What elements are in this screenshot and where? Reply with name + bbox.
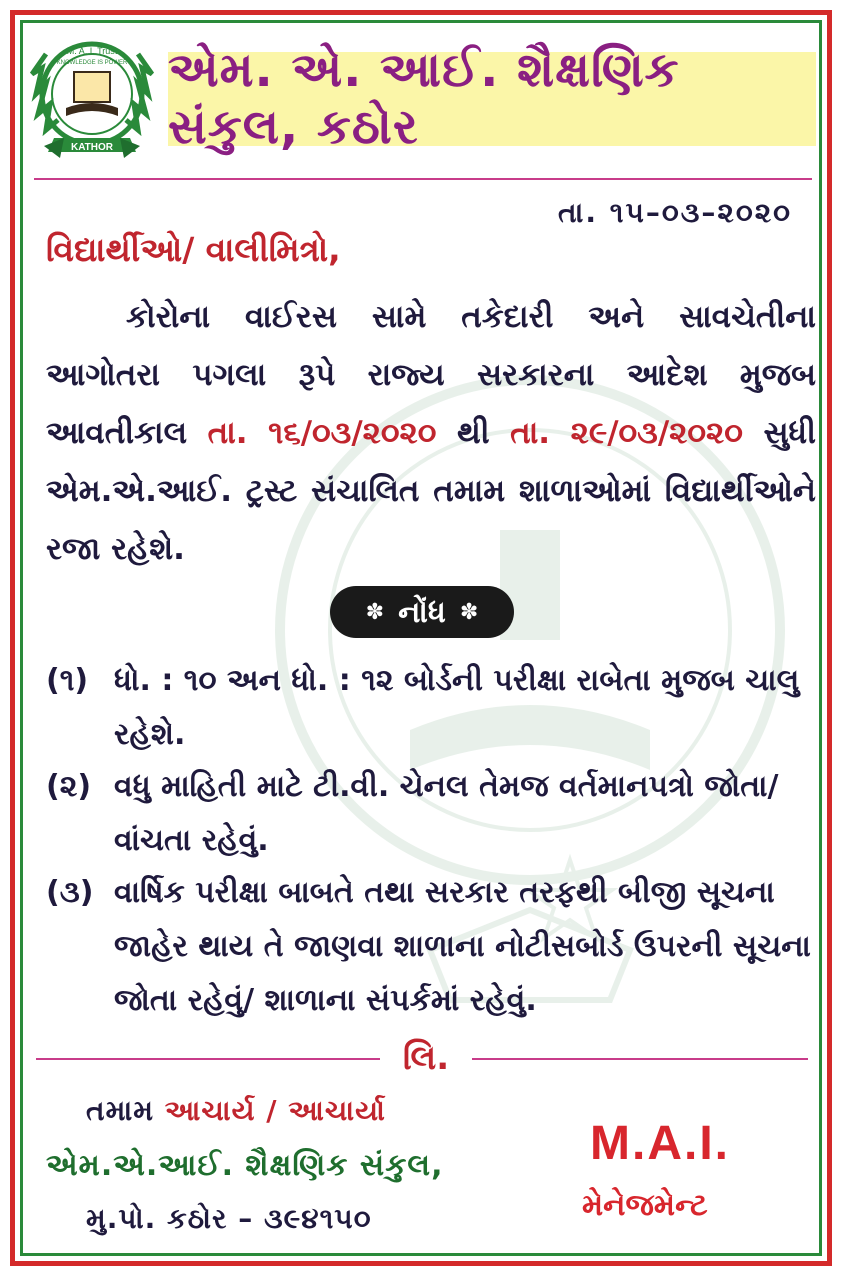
note-text: ધો. : ૧૦ અન ધો. : ૧૨ બોર્ડની પરીક્ષા રાબેતા મુજબ ચાલુ રહેશે. [114, 663, 800, 752]
signatory-institution: એમ.એ.આઈ. શૈક્ષણિક સંકુલ, [46, 1148, 444, 1183]
header-divider [34, 178, 812, 180]
notice-body [46, 288, 816, 578]
signature-mark: લિ. [402, 1038, 450, 1078]
holiday-start-date: તા. ૧૬/૦૩/૨૦૨૦ [207, 415, 437, 451]
note-number: (૩) [46, 875, 94, 910]
management-label: મેનેજમેન્ટ [582, 1188, 708, 1223]
logo-motto: KNOWLEDGE IS POWER [56, 60, 128, 66]
title-banner [168, 42, 816, 155]
asterisk-icon: ✽ [459, 599, 479, 625]
note-heading [330, 586, 514, 638]
note-number: (૧) [46, 663, 89, 698]
body-part-2: થી [456, 415, 490, 451]
mai-trust-logo [24, 34, 160, 170]
signatory-line-1 [86, 1094, 386, 1128]
signatory-address: મુ.પો. કઠોર – ૩૯૪૧૫૦ [86, 1202, 372, 1235]
logo-trust-text: M. A. I. Trust [66, 46, 118, 56]
greeting: વિદ્યાર્થીઓ/ વાલીમિત્રો, [46, 230, 341, 269]
note-item [46, 866, 816, 1032]
note-number: (૨) [46, 769, 92, 804]
note-text: વધુ માહિતી માટે ટી.વી. ચેનલ તેમજ વર્તમાનપત્રો જોતા/ વાંચતા રહેવું. [114, 769, 779, 858]
notice-date: તા. ૧૫–૦૩–૨૦૨૦ [557, 196, 792, 229]
body-part-1: કોરોના વાઈરસ સામે તકેદારી અને સાવચેતીના આગોતરા પગલા રૂપે રાજ્ય સરકારના આદેશ મુજબ આવતીકાલ [46, 299, 816, 451]
management-org: M.A.I. [590, 1117, 730, 1170]
note-text: વાર્ષિક પરીક્ષા બાબતે તથા સરકાર તરફથી બીજી સૂચના જાહેર થાય તે જાણવા શાળાના નોટીસબોર્ડ ઉપરની સૂચના જોતા રહેવું/ શાળાના સંપર્કમાં રહેવું. [114, 875, 811, 1018]
logo-place: KATHOR [70, 142, 114, 153]
signatory-prefix: તમામ [86, 1094, 154, 1127]
note-label: નોંધ [398, 594, 446, 630]
note-item [46, 760, 816, 870]
signature-divider-left [36, 1058, 380, 1060]
page-title: એમ. એ. આઈ. શૈક્ષણિક સંકુલ, કઠોર [168, 42, 680, 155]
body-part-3: સુધી એમ.એ.આઈ. ટ્રસ્ટ સંચાલિત તમામ શાળાઓમાં વિદ્યાર્થીઓને રજા રહેશે. [46, 415, 817, 567]
signatory-title: આચાર્ય / આચાર્યા [164, 1094, 386, 1127]
asterisk-icon: ✽ [365, 599, 385, 625]
signature-divider-right [472, 1058, 808, 1060]
note-item [46, 654, 816, 764]
holiday-end-date: તા. ૨૯/૦૩/૨૦૨૦ [510, 415, 743, 451]
